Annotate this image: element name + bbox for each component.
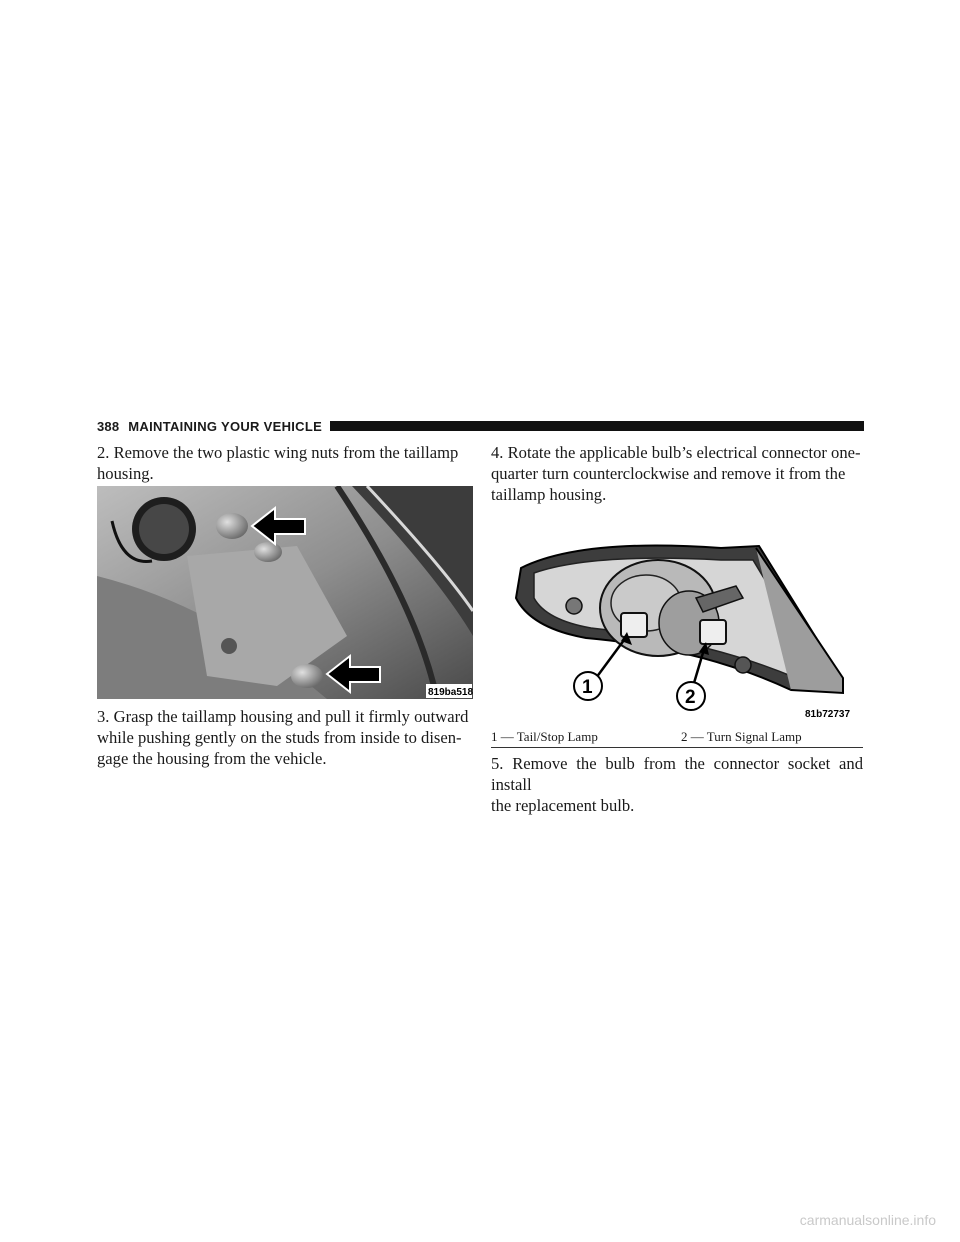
step-3-line-2: while pushing gently on the studs from inside to disen-: [97, 728, 462, 747]
header-rule: [330, 421, 864, 431]
section-title: MAINTAINING YOUR VEHICLE: [128, 418, 323, 434]
step-5-line-2: the replacement bulb.: [491, 796, 635, 815]
figure-2-caption: [491, 729, 863, 748]
taillamp-wing-nut-photo: [97, 486, 473, 699]
callout-1-label: 1: [582, 677, 593, 698]
figure-1-code: 819ba518: [428, 687, 473, 698]
step-2-line-1: 2. Remove the two plastic wing nuts from the taillamp: [97, 443, 459, 462]
step-3-line-1: 3. Grasp the taillamp housing and pull it firmly outward: [97, 707, 469, 726]
page-header: [97, 418, 864, 434]
step-5-paragraph: [491, 753, 863, 816]
taillamp-bulb-diagram: [491, 528, 863, 724]
step-4-line-1: 4. Rotate the applicable bulb’s electrical connector one-: [491, 443, 861, 462]
page-number: 388: [97, 418, 120, 434]
step-3-line-3: gage the housing from the vehicle.: [97, 749, 327, 768]
step-2-paragraph: [97, 442, 463, 484]
step-4-line-2: quarter turn counterclockwise and remove it from the: [491, 464, 846, 483]
figure-2-code: 81b72737: [805, 709, 851, 720]
step-3-paragraph: [97, 706, 473, 769]
caption-item-1: 1 — Tail/Stop Lamp: [491, 729, 598, 744]
caption-item-2: 2 — Turn Signal Lamp: [681, 729, 802, 744]
callout-2-label: 2: [685, 687, 696, 708]
watermark: carmanualsonline.info: [799, 1212, 936, 1228]
step-4-paragraph: [491, 442, 863, 505]
step-5-line-1: 5. Remove the bulb from the connector socket and install: [491, 754, 863, 794]
step-4-line-3: taillamp housing.: [491, 485, 607, 504]
step-2-line-2: housing.: [97, 464, 154, 483]
